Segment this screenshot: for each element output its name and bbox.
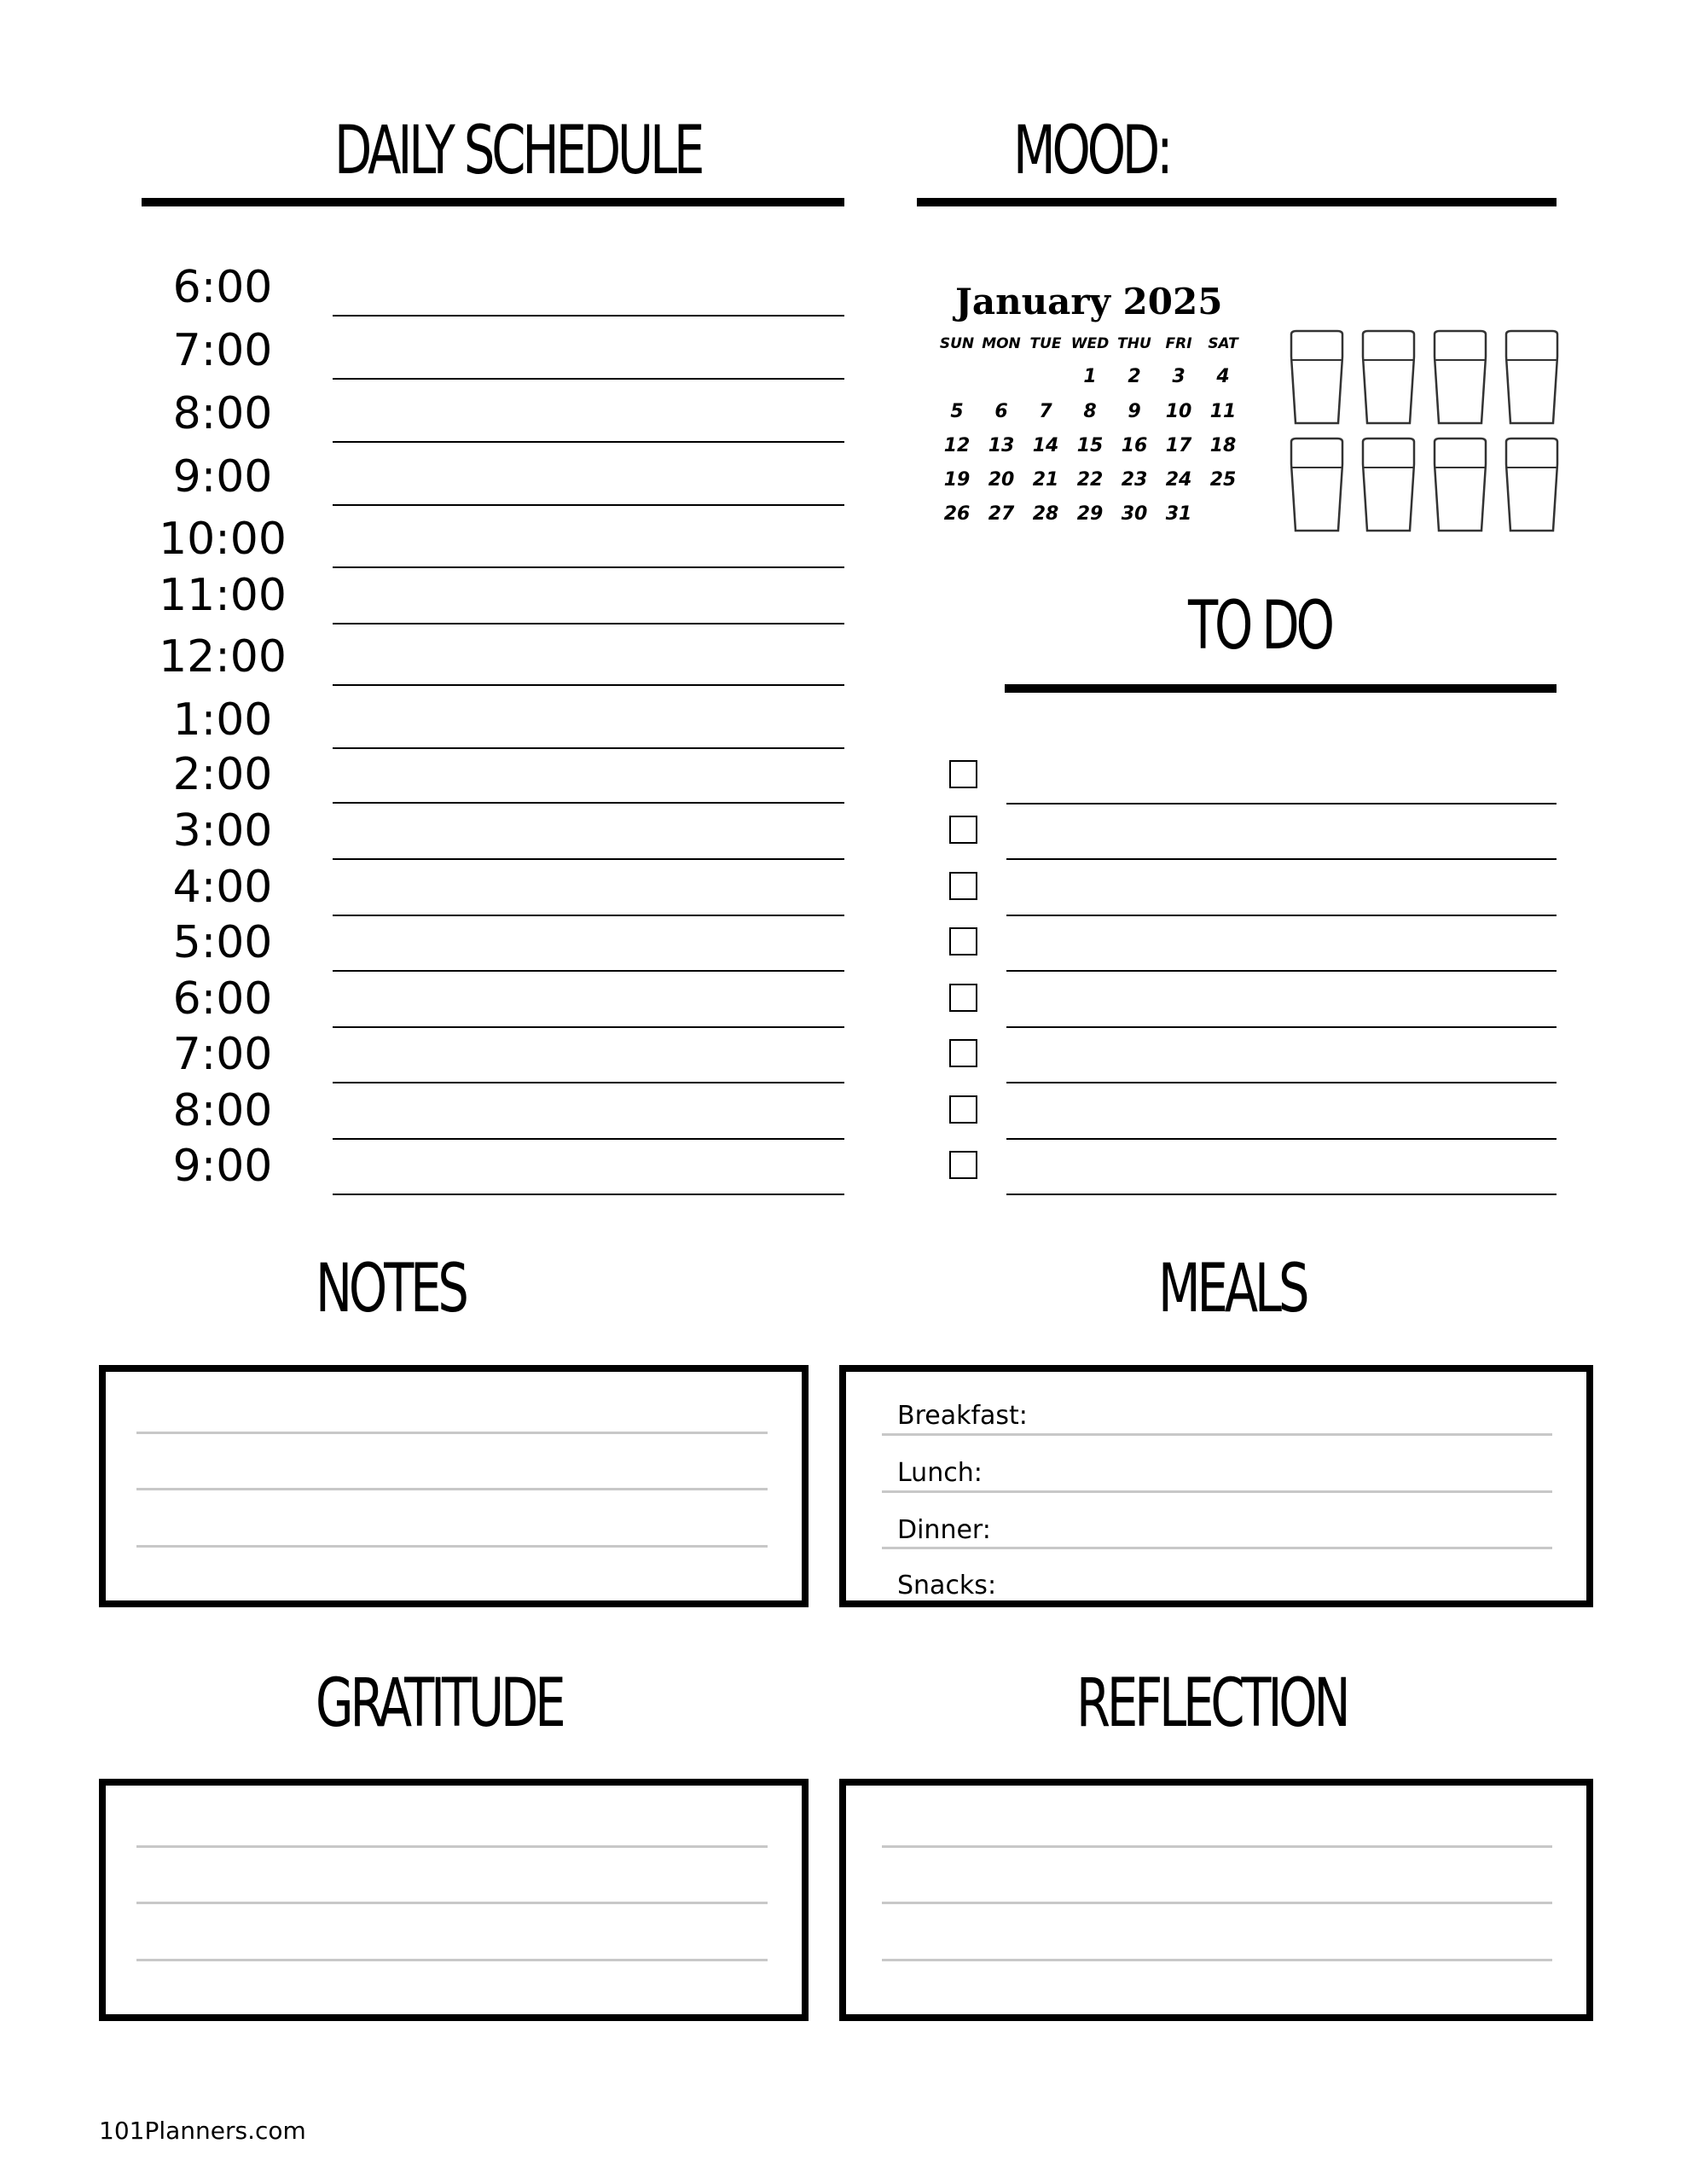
lunch-label: Lunch: bbox=[897, 1458, 983, 1488]
calendar-day: 14 bbox=[1032, 435, 1059, 456]
calendar-day: 25 bbox=[1209, 469, 1237, 491]
schedule-entry-line[interactable] bbox=[333, 747, 844, 749]
calendar-day: 26 bbox=[943, 503, 971, 525]
reflection-heading: REFLECTION bbox=[1076, 1665, 1348, 1742]
breakfast-line[interactable] bbox=[882, 1433, 1552, 1436]
calendar-day: 19 bbox=[943, 469, 971, 491]
schedule-entry-line[interactable] bbox=[333, 378, 844, 380]
schedule-time-label: 6:00 bbox=[172, 262, 273, 313]
calendar-day: 30 bbox=[1121, 503, 1148, 525]
calendar-weekday: THU bbox=[1117, 335, 1151, 352]
todo-entry-line[interactable] bbox=[1006, 803, 1557, 804]
todo-entry-line[interactable] bbox=[1006, 1082, 1557, 1083]
todo-underline bbox=[1005, 684, 1557, 693]
notes-line bbox=[136, 1432, 768, 1434]
calendar-day: 21 bbox=[1032, 469, 1059, 491]
calendar-day: 11 bbox=[1209, 401, 1237, 422]
notes-box[interactable] bbox=[99, 1365, 809, 1607]
gratitude-box[interactable] bbox=[99, 1779, 809, 2021]
calendar-day: 3 bbox=[1172, 366, 1186, 387]
calendar-day: 15 bbox=[1076, 435, 1104, 456]
schedule-time-label: 3:00 bbox=[172, 805, 273, 857]
schedule-entry-line[interactable] bbox=[333, 504, 844, 506]
calendar-day: 16 bbox=[1121, 435, 1148, 456]
calendar-day: 9 bbox=[1128, 401, 1141, 422]
todo-checkbox[interactable] bbox=[949, 984, 977, 1012]
reflection-line bbox=[882, 1959, 1552, 1961]
water-glass-icon[interactable] bbox=[1435, 439, 1486, 531]
calendar-day: 17 bbox=[1165, 435, 1192, 456]
dinner-label: Dinner: bbox=[897, 1515, 991, 1545]
gratitude-line bbox=[136, 1845, 768, 1848]
calendar-weekday: WED bbox=[1070, 335, 1110, 352]
water-glass-icon[interactable] bbox=[1363, 331, 1414, 423]
todo-entry-line[interactable] bbox=[1006, 915, 1557, 916]
calendar-weekday: MON bbox=[982, 335, 1021, 352]
calendar-weekday: SUN bbox=[939, 335, 975, 352]
schedule-time-label: 2:00 bbox=[172, 749, 273, 800]
calendar-day: 31 bbox=[1165, 503, 1192, 525]
schedule-time-label: 5:00 bbox=[172, 917, 273, 968]
calendar-day: 23 bbox=[1121, 469, 1148, 491]
calendar-day: 10 bbox=[1165, 401, 1192, 422]
water-glass-icon[interactable] bbox=[1506, 331, 1557, 423]
todo-checkbox[interactable] bbox=[949, 760, 977, 788]
schedule-entry-line[interactable] bbox=[333, 915, 844, 916]
gratitude-heading: GRATITUDE bbox=[316, 1665, 563, 1742]
calendar-day: 27 bbox=[988, 503, 1015, 525]
schedule-time-label: 1:00 bbox=[172, 694, 273, 746]
water-tracker bbox=[1286, 328, 1568, 541]
calendar-day: 22 bbox=[1076, 469, 1104, 491]
lunch-line[interactable] bbox=[882, 1490, 1552, 1493]
todo-entry-line[interactable] bbox=[1006, 1194, 1557, 1195]
water-glass-icon[interactable] bbox=[1291, 439, 1342, 531]
reflection-line bbox=[882, 1845, 1552, 1848]
schedule-time-label: 12:00 bbox=[159, 631, 287, 682]
schedule-entry-line[interactable] bbox=[333, 802, 844, 804]
calendar-weekday: FRI bbox=[1165, 335, 1192, 352]
schedule-entry-line[interactable] bbox=[333, 1194, 844, 1195]
calendar-day: 13 bbox=[988, 435, 1015, 456]
todo-checkbox[interactable] bbox=[949, 1151, 977, 1179]
schedule-entry-line[interactable] bbox=[333, 315, 844, 317]
todo-entry-line[interactable] bbox=[1006, 1026, 1557, 1028]
gratitude-line bbox=[136, 1959, 768, 1961]
notes-line bbox=[136, 1488, 768, 1490]
todo-checkbox[interactable] bbox=[949, 816, 977, 844]
schedule-entry-line[interactable] bbox=[333, 970, 844, 972]
footer-brand: 101Planners.com bbox=[99, 2117, 306, 2145]
calendar-day: 1 bbox=[1083, 366, 1097, 387]
calendar-day: 12 bbox=[943, 435, 971, 456]
todo-heading: TO DO bbox=[1188, 588, 1331, 665]
todo-checkbox[interactable] bbox=[949, 872, 977, 900]
schedule-time-label: 6:00 bbox=[172, 973, 273, 1025]
schedule-entry-line[interactable] bbox=[333, 623, 844, 624]
calendar-day: 5 bbox=[950, 401, 964, 422]
schedule-time-label: 7:00 bbox=[172, 1029, 273, 1080]
calendar-day: 6 bbox=[994, 401, 1008, 422]
calendar-day: 28 bbox=[1032, 503, 1059, 525]
calendar-weekday: SAT bbox=[1208, 335, 1238, 352]
schedule-entry-line[interactable] bbox=[333, 1082, 844, 1083]
water-glass-icon[interactable] bbox=[1506, 439, 1557, 531]
calendar-day: 24 bbox=[1165, 469, 1192, 491]
snacks-label: Snacks: bbox=[897, 1571, 997, 1600]
calendar-day: 7 bbox=[1039, 401, 1052, 422]
schedule-entry-line[interactable] bbox=[333, 1026, 844, 1028]
schedule-time-label: 9:00 bbox=[172, 1141, 273, 1192]
reflection-line bbox=[882, 1902, 1552, 1904]
calendar-day: 4 bbox=[1216, 366, 1230, 387]
schedule-time-label: 9:00 bbox=[172, 451, 273, 502]
schedule-entry-line[interactable] bbox=[333, 1138, 844, 1140]
todo-entry-line[interactable] bbox=[1006, 858, 1557, 860]
water-glass-icon[interactable] bbox=[1363, 439, 1414, 531]
todo-checkbox[interactable] bbox=[949, 927, 977, 956]
schedule-entry-line[interactable] bbox=[333, 566, 844, 568]
schedule-time-label: 10:00 bbox=[159, 514, 287, 565]
calendar-day: 18 bbox=[1209, 435, 1237, 456]
calendar-day: 29 bbox=[1076, 503, 1104, 525]
schedule-entry-line[interactable] bbox=[333, 684, 844, 686]
reflection-box[interactable] bbox=[839, 1779, 1593, 2021]
schedule-time-label: 8:00 bbox=[172, 1085, 273, 1136]
calendar-day: 2 bbox=[1128, 366, 1141, 387]
todo-checkbox[interactable] bbox=[949, 1039, 977, 1067]
schedule-entry-line[interactable] bbox=[333, 858, 844, 860]
schedule-time-label: 7:00 bbox=[172, 325, 273, 376]
water-glass-icon[interactable] bbox=[1435, 331, 1486, 423]
schedule-time-label: 4:00 bbox=[172, 862, 273, 913]
todo-entry-line[interactable] bbox=[1006, 970, 1557, 972]
todo-checkbox[interactable] bbox=[949, 1095, 977, 1124]
schedule-time-label: 8:00 bbox=[172, 388, 273, 439]
dinner-line[interactable] bbox=[882, 1547, 1552, 1549]
calendar-weekday: TUE bbox=[1029, 335, 1062, 352]
todo-entry-line[interactable] bbox=[1006, 1138, 1557, 1140]
calendar-title: January 2025 bbox=[955, 281, 1223, 322]
water-glass-icon[interactable] bbox=[1291, 331, 1342, 423]
schedule-entry-line[interactable] bbox=[333, 441, 844, 443]
gratitude-line bbox=[136, 1902, 768, 1904]
breakfast-label: Breakfast: bbox=[897, 1401, 1028, 1431]
schedule-time-label: 11:00 bbox=[159, 570, 287, 621]
meals-box bbox=[839, 1365, 1593, 1607]
daily-schedule-underline bbox=[142, 198, 844, 206]
mood-underline bbox=[917, 198, 1557, 206]
mood-heading: MOOD: bbox=[1013, 113, 1170, 189]
meals-heading: MEALS bbox=[1158, 1251, 1307, 1327]
daily-schedule-heading: DAILY SCHEDULE bbox=[334, 113, 702, 189]
calendar-day: 8 bbox=[1083, 401, 1097, 422]
calendar-day: 20 bbox=[988, 469, 1015, 491]
notes-heading: NOTES bbox=[316, 1251, 466, 1327]
notes-line bbox=[136, 1545, 768, 1548]
